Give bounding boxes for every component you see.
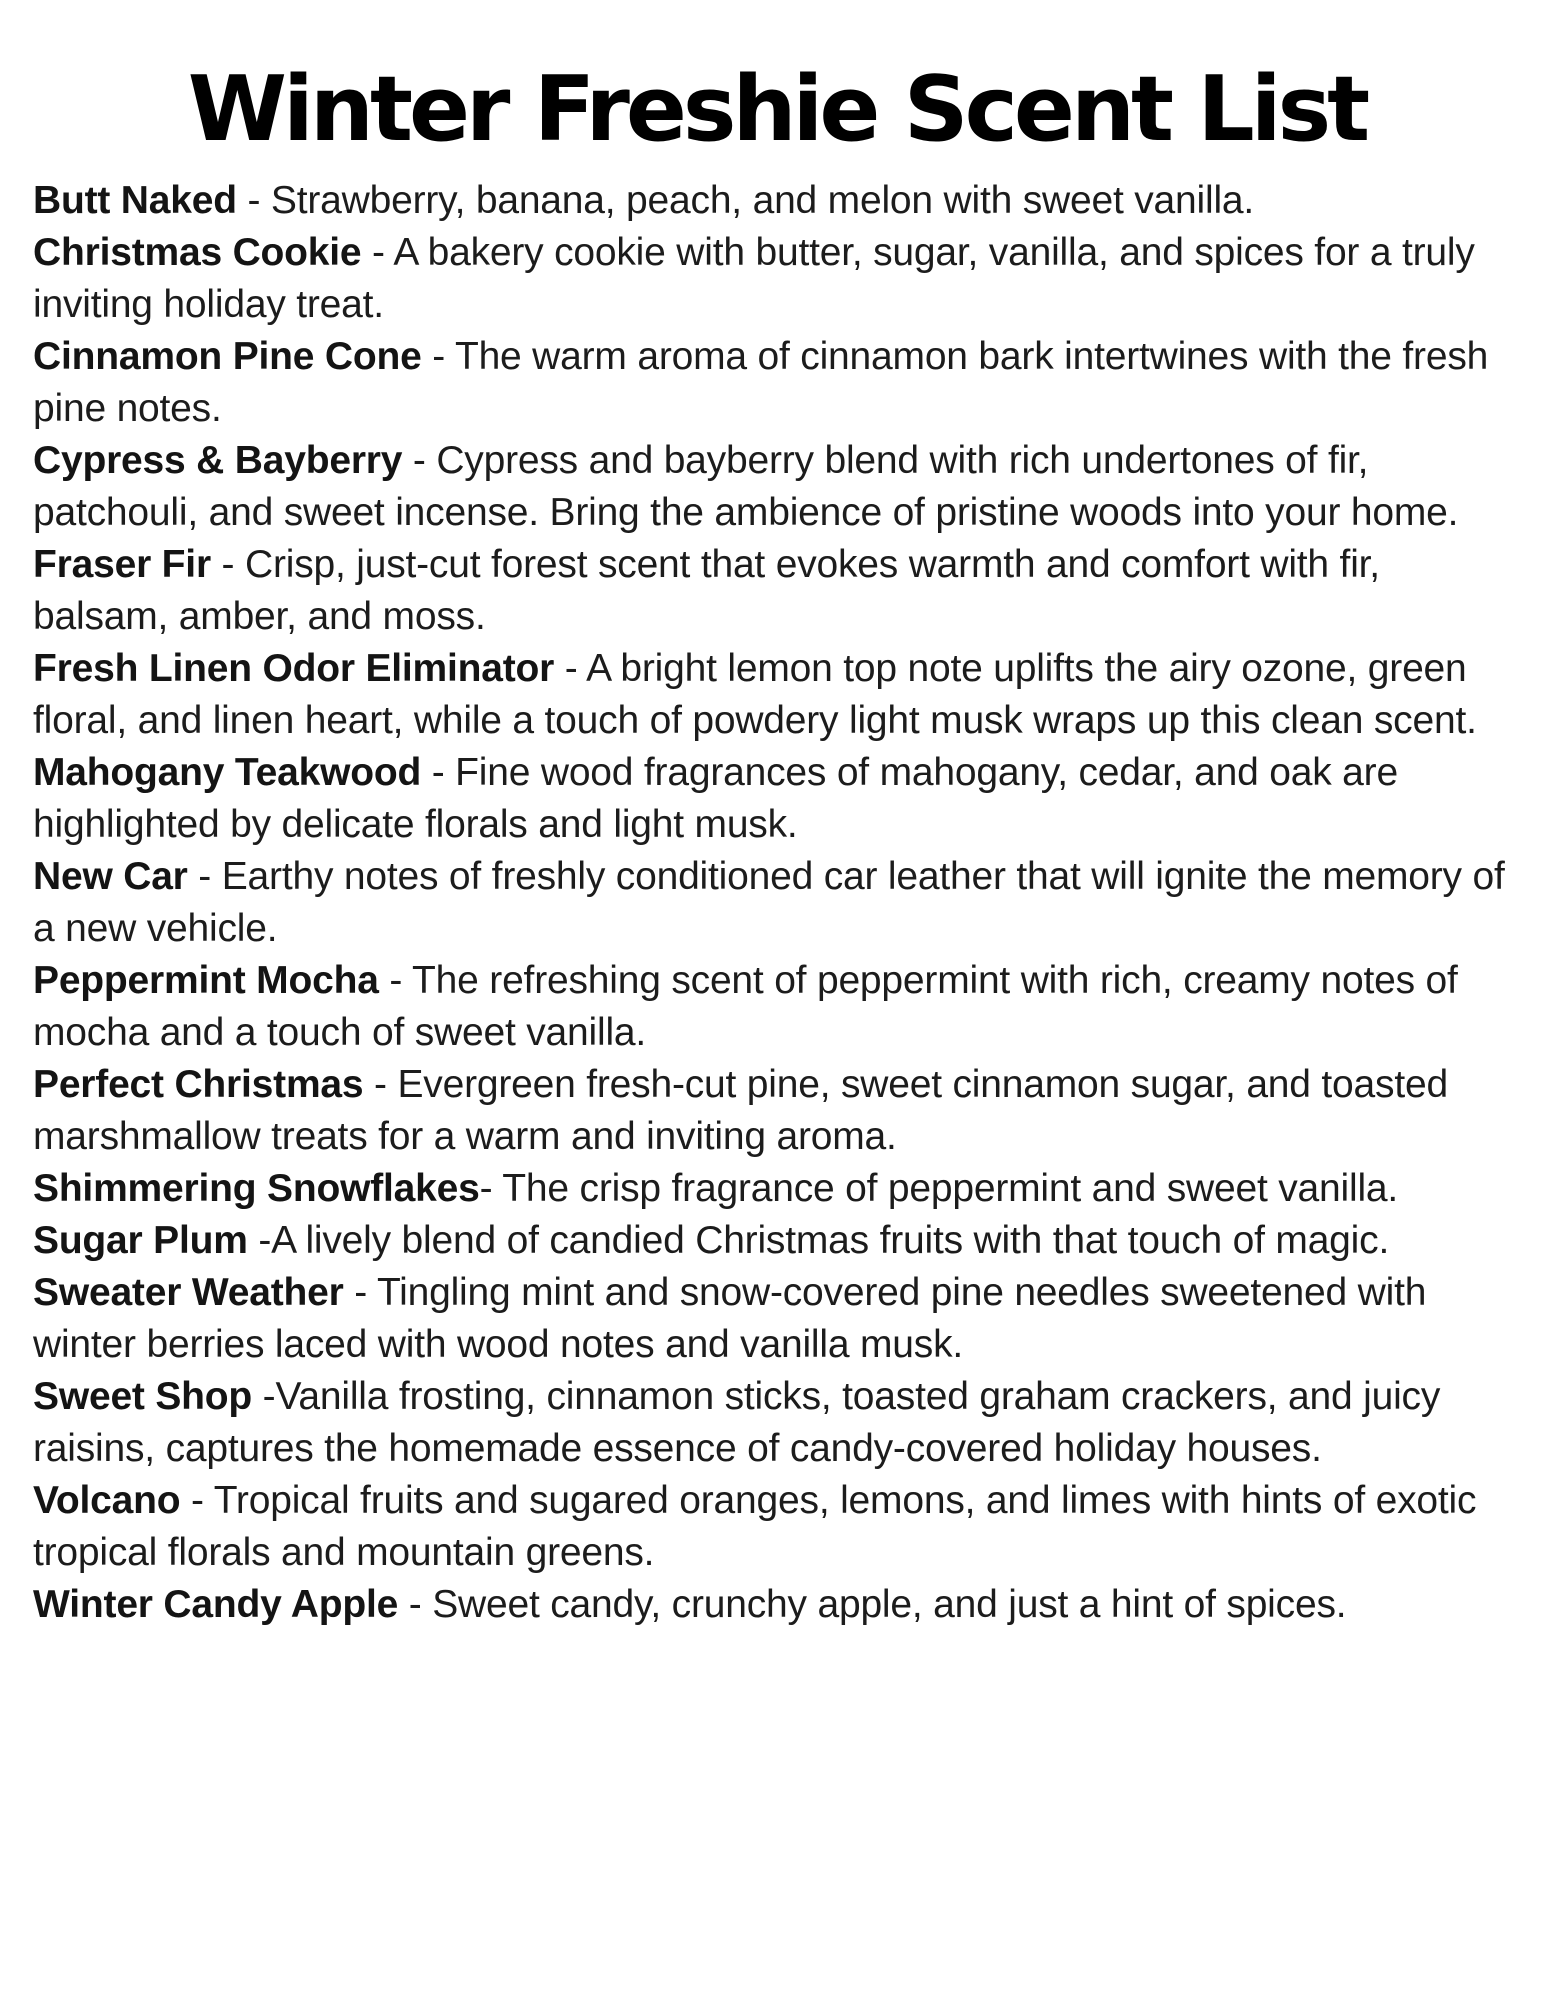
scent-name: Sugar Plum: [33, 1218, 248, 1262]
scent-description: - Strawberry, banana, peach, and melon with sweet vanilla.: [236, 178, 1255, 222]
scent-name: New Car: [33, 854, 188, 898]
scent-name: Cinnamon Pine Cone: [33, 334, 422, 378]
scent-description: - The crisp fragrance of peppermint and sweet vanilla.: [479, 1166, 1399, 1210]
scent-entry: [33, 331, 1521, 435]
scent-name: Butt Naked: [33, 178, 237, 222]
scent-name: Shimmering Snowflakes: [33, 1166, 480, 1210]
scent-entry: [33, 1059, 1521, 1163]
scent-description: - Cypress and bayberry blend with rich undertones of fir, patchouli, and sweet incense. Bring the ambience of pristine woods into your home.: [33, 438, 1459, 534]
scent-entry: [33, 643, 1521, 747]
scent-name: Fresh Linen Odor Eliminator: [33, 646, 555, 690]
scent-description: - The refreshing scent of peppermint with rich, creamy notes of mocha and a touch of sweet vanilla.: [33, 958, 1458, 1054]
scent-name: Perfect Christmas: [33, 1062, 364, 1106]
scent-name: Fraser Fir: [33, 542, 211, 586]
scent-entry: [33, 1371, 1521, 1475]
scent-name: Sweater Weather: [33, 1270, 344, 1314]
scent-entry: [33, 1475, 1521, 1579]
scent-description: - A bright lemon top note uplifts the airy ozone, green floral, and linen heart, while a touch of powdery light musk wraps up this clean scent.: [33, 646, 1477, 742]
scent-entry: [33, 539, 1521, 643]
scent-entry: [33, 1215, 1521, 1267]
scent-entry: [33, 1267, 1521, 1371]
scent-description: - Tropical fruits and sugared oranges, lemons, and limes with hints of exotic tropical florals and mountain greens.: [33, 1478, 1477, 1574]
scent-name: Volcano: [33, 1478, 181, 1522]
scent-description: - Tingling mint and snow-covered pine needles sweetened with winter berries laced with wood notes and vanilla musk.: [33, 1270, 1427, 1366]
scent-entry: [33, 851, 1521, 955]
scent-description: - Earthy notes of freshly conditioned car leather that will ignite the memory of a new vehicle.: [33, 854, 1505, 950]
scent-entry: [33, 955, 1521, 1059]
scent-description: - Evergreen fresh-cut pine, sweet cinnamon sugar, and toasted marshmallow treats for a warm and inviting aroma.: [33, 1062, 1448, 1158]
scent-description: - Crisp, just-cut forest scent that evokes warmth and comfort with fir, balsam, amber, and moss.: [33, 542, 1380, 638]
scent-entry: [33, 227, 1521, 331]
scent-entry: [33, 435, 1521, 539]
scent-description: - Fine wood fragrances of mahogany, cedar, and oak are highlighted by delicate florals and light musk.: [33, 750, 1398, 846]
scent-description: -Vanilla frosting, cinnamon sticks, toasted graham crackers, and juicy raisins, captures the homemade essence of candy-covered holiday houses.: [33, 1374, 1441, 1470]
scent-entry: [33, 1163, 1521, 1215]
scent-name: Peppermint Mocha: [33, 958, 379, 1002]
scent-name: Christmas Cookie: [33, 230, 362, 274]
scent-description: - Sweet candy, crunchy apple, and just a hint of spices.: [398, 1582, 1347, 1626]
scent-entry: [33, 175, 1521, 227]
scent-name: Sweet Shop: [33, 1374, 253, 1418]
scent-entry: [33, 1579, 1521, 1631]
scent-description: -A lively blend of candied Christmas fruits with that touch of magic.: [247, 1218, 1390, 1262]
scent-entry: [33, 747, 1521, 851]
scent-list: [33, 175, 1521, 1631]
page-title: Winter Freshie Scent List: [187, 57, 1367, 162]
scent-name: Cypress & Bayberry: [33, 438, 403, 482]
scent-description: - The warm aroma of cinnamon bark intertwines with the fresh pine notes.: [33, 334, 1489, 430]
scent-description: - A bakery cookie with butter, sugar, vanilla, and spices for a truly inviting holiday treat.: [33, 230, 1475, 326]
scent-name: Winter Candy Apple: [33, 1582, 399, 1626]
scent-name: Mahogany Teakwood: [33, 750, 422, 794]
